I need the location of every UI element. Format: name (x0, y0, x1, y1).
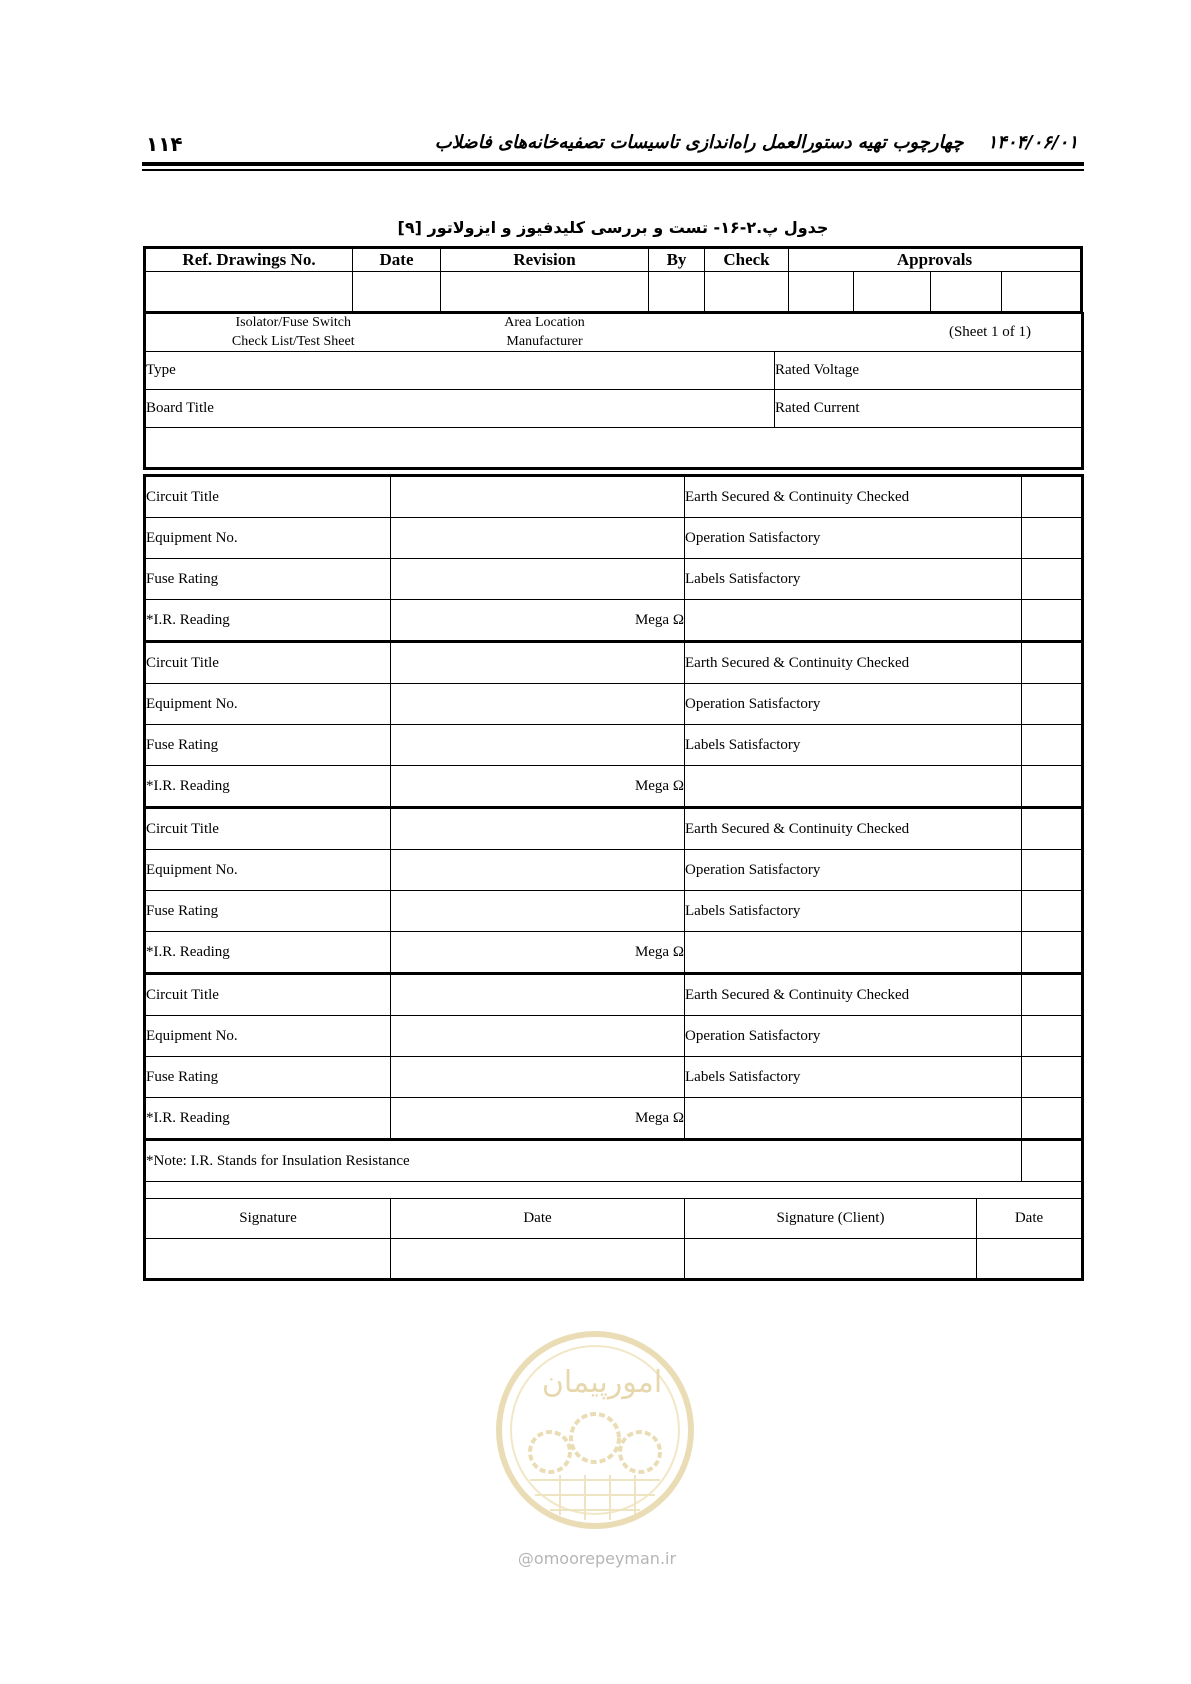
type-label: Type (145, 352, 775, 390)
labels-label: Labels Satisfactory (685, 891, 1022, 932)
note-box (1022, 1140, 1083, 1182)
rated-current-label: Rated Current (775, 390, 1083, 428)
earth-check-box[interactable] (1022, 642, 1083, 684)
ir-reading-label: *I.R. Reading (145, 1098, 391, 1140)
watermark-site-text: omoorepeyman.ir (533, 1549, 677, 1568)
operation-box[interactable] (1022, 850, 1083, 891)
page-header (142, 130, 1078, 160)
spacer-row (145, 1182, 1083, 1199)
spacer-cell (145, 1182, 1083, 1199)
fuse-rating-label: Fuse Rating (145, 725, 391, 766)
labels-box[interactable] (1022, 891, 1083, 932)
earth-check-box[interactable] (1022, 476, 1083, 518)
equipment-no-label: Equipment No. (145, 518, 391, 559)
fuse-rating-field[interactable] (391, 559, 685, 600)
header-date: ۱۴۰۴/۰۶/۰۱ (987, 132, 1078, 153)
ir-reading-field[interactable] (391, 766, 685, 808)
earth-check-box[interactable] (1022, 808, 1083, 850)
rated-voltage-label: Rated Voltage (775, 352, 1083, 390)
circuit-row (145, 725, 1083, 766)
revision-field[interactable] (441, 272, 649, 313)
circuit-title-label: Circuit Title (145, 476, 391, 518)
circuit-row (145, 974, 1083, 1016)
approval-field-2[interactable] (854, 272, 931, 313)
ir-box[interactable] (1022, 932, 1083, 974)
operation-box[interactable] (1022, 518, 1083, 559)
board-title-label: Board Title (145, 390, 775, 428)
check-field[interactable] (705, 272, 789, 313)
date-field[interactable] (353, 272, 441, 313)
equipment-no-field[interactable] (391, 850, 685, 891)
approval-field-4[interactable] (1002, 272, 1082, 313)
area-manufacturer-cell (441, 313, 649, 352)
equipment-no-label: Equipment No. (145, 684, 391, 725)
fuse-rating-field[interactable] (391, 725, 685, 766)
fuse-rating-field[interactable] (391, 1057, 685, 1098)
doc-title-line1: Isolator/Fuse Switch (235, 315, 351, 330)
client-date-label: Date (977, 1199, 1083, 1239)
operation-label: Operation Satisfactory (685, 850, 1022, 891)
note-text: *Note: I.R. Stands for Insulation Resistance (145, 1140, 1022, 1182)
circuit-row (145, 932, 1083, 974)
equipment-no-field[interactable] (391, 518, 685, 559)
approval-field-1[interactable] (789, 272, 854, 313)
note-row (145, 1140, 1083, 1182)
operation-box[interactable] (1022, 684, 1083, 725)
header-by: By (649, 248, 705, 272)
ir-reading-label: *I.R. Reading (145, 932, 391, 974)
ir-blank (685, 600, 1022, 642)
circuit-row (145, 1016, 1083, 1057)
ir-blank (685, 1098, 1022, 1140)
labels-label: Labels Satisfactory (685, 1057, 1022, 1098)
labels-label: Labels Satisfactory (685, 559, 1022, 600)
fuse-rating-label: Fuse Rating (145, 891, 391, 932)
earth-check-label: Earth Secured & Continuity Checked (685, 476, 1022, 518)
approval-field-3[interactable] (931, 272, 1002, 313)
info-table (143, 312, 1084, 470)
circuit-title-field[interactable] (391, 974, 685, 1016)
circuit-title-label: Circuit Title (145, 808, 391, 850)
by-field[interactable] (649, 272, 705, 313)
circuit-row (145, 684, 1083, 725)
operation-box[interactable] (1022, 1016, 1083, 1057)
header-rule-thick (142, 162, 1084, 166)
fuse-rating-field[interactable] (391, 891, 685, 932)
earth-check-box[interactable] (1022, 974, 1083, 1016)
equipment-no-label: Equipment No. (145, 1016, 391, 1057)
client-signature-label: Signature (Client) (685, 1199, 977, 1239)
circuit-row (145, 891, 1083, 932)
operation-label: Operation Satisfactory (685, 518, 1022, 559)
signature-date-field[interactable] (391, 1239, 685, 1280)
mega-unit: Mega Ω (634, 943, 684, 960)
ir-blank (685, 766, 1022, 808)
circuit-title-field[interactable] (391, 808, 685, 850)
labels-box[interactable] (1022, 725, 1083, 766)
ir-box[interactable] (1022, 1098, 1083, 1140)
ir-reading-label: *I.R. Reading (145, 600, 391, 642)
operation-label: Operation Satisfactory (685, 684, 1022, 725)
header-revision: Revision (441, 248, 649, 272)
equipment-no-field[interactable] (391, 1016, 685, 1057)
area-location-label: Area Location (504, 315, 585, 330)
equipment-no-field[interactable] (391, 684, 685, 725)
signature-field-row (145, 1239, 1083, 1280)
signature-label: Signature (145, 1199, 391, 1239)
circuit-table (143, 474, 1084, 1281)
fuse-rating-label: Fuse Rating (145, 1057, 391, 1098)
header-check: Check (705, 248, 789, 272)
circuit-row (145, 808, 1083, 850)
earth-check-label: Earth Secured & Continuity Checked (685, 808, 1022, 850)
manufacturer-label: Manufacturer (506, 334, 583, 349)
mega-unit: Mega Ω (634, 777, 684, 794)
ir-reading-field[interactable] (391, 1098, 685, 1140)
equipment-no-label: Equipment No. (145, 850, 391, 891)
sheet-cell (649, 313, 1083, 352)
header-title: چهارچوب تهیه دستورالعمل راه‌اندازی تاسیسات تصفیه‌خانه‌های فاضلاب (434, 132, 964, 153)
circuit-title-label: Circuit Title (145, 974, 391, 1016)
earth-check-label: Earth Secured & Continuity Checked (685, 974, 1022, 1016)
table-caption: جدول پ.۲-۱۶- تست و بررسی کلیدفیوز و ایزولاتور [۹] (397, 218, 829, 237)
ref-drawings-field[interactable] (145, 272, 353, 313)
header-approvals: Approvals (789, 248, 1082, 272)
at-icon: @ (517, 1549, 534, 1568)
header-ref-drawings: Ref. Drawings No. (145, 248, 353, 272)
labels-box[interactable] (1022, 559, 1083, 600)
circuit-row (145, 766, 1083, 808)
operation-label: Operation Satisfactory (685, 1016, 1022, 1057)
circuit-row (145, 559, 1083, 600)
ir-box[interactable] (1022, 600, 1083, 642)
circuit-title-field[interactable] (391, 642, 685, 684)
header-date-col: Date (353, 248, 441, 272)
mega-unit: Mega Ω (634, 611, 684, 628)
ir-reading-field[interactable] (391, 932, 685, 974)
mega-unit: Mega Ω (634, 1109, 684, 1126)
ir-box[interactable] (1022, 766, 1083, 808)
circuit-row (145, 642, 1083, 684)
circuit-title-field[interactable] (391, 476, 685, 518)
circuit-row (145, 476, 1083, 518)
circuit-row (145, 850, 1083, 891)
circuit-row (145, 1098, 1083, 1140)
labels-label: Labels Satisfactory (685, 725, 1022, 766)
signature-field[interactable] (145, 1239, 391, 1280)
blank-row (145, 428, 1083, 469)
labels-box[interactable] (1022, 1057, 1083, 1098)
client-date-field[interactable] (977, 1239, 1083, 1280)
sheet-label: (Sheet 1 of 1) (948, 323, 1032, 340)
running-title (435, 132, 1078, 153)
revision-table (143, 246, 1083, 314)
circuit-title-label: Circuit Title (145, 642, 391, 684)
client-signature-field[interactable] (685, 1239, 977, 1280)
circuit-row (145, 518, 1083, 559)
ir-blank (685, 932, 1022, 974)
doc-title-cell (145, 313, 441, 352)
watermark-logo-text: امورپیمان (541, 1365, 663, 1400)
signature-date-label: Date (391, 1199, 685, 1239)
circuit-row (145, 600, 1083, 642)
earth-check-label: Earth Secured & Continuity Checked (685, 642, 1022, 684)
watermark-site (492, 1549, 702, 1568)
ir-reading-field[interactable] (391, 600, 685, 642)
header-rule-thin (142, 169, 1084, 171)
page-number: ۱۱۴ (146, 132, 183, 156)
ir-reading-label: *I.R. Reading (145, 766, 391, 808)
doc-title-line2: Check List/Test Sheet (231, 334, 355, 349)
signature-header-row (145, 1199, 1083, 1239)
circuit-row (145, 1057, 1083, 1098)
watermark-logo (490, 1330, 700, 1530)
fuse-rating-label: Fuse Rating (145, 559, 391, 600)
